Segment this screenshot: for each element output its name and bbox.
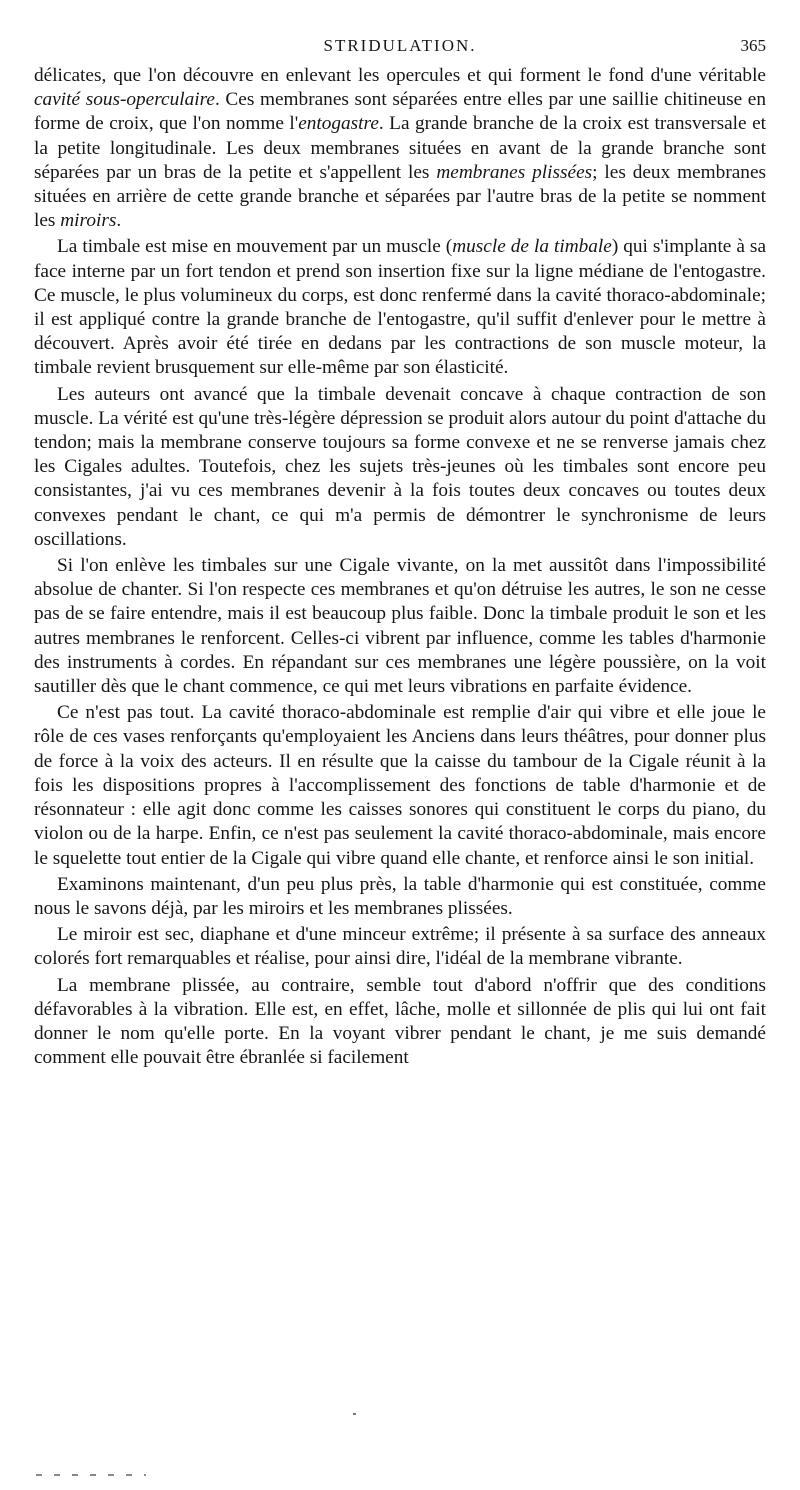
text-run: délicates, que l'on découvre en enlevant les opercules et qui forment le fond d'une véritable	[34, 65, 766, 86]
stray-mark	[353, 1413, 356, 1415]
italic-term: entogastre	[298, 113, 379, 135]
text-run: ; les deux membranes situées en arrière de cette grande branche et séparées par l'autre bras de la petite se nomment les	[34, 161, 766, 232]
page-number: 365	[740, 36, 766, 55]
paragraph	[34, 64, 766, 233]
text-run: ) qui s'implante à sa face interne par un fort tendon et prend son insertion fixe sur la ligne médiane de l'entogastre. Ce muscle, le plus volumineux du corps, est donc renfermé dans la cavité thoraco-abdominale; il est appliqué contre la grande branche de l'entogastre, qu'il suffit d'enlever pour le mettre à découvert. Après avoir été tirée en dedans par les contractions de son muscle moteur, la timbale revient brusquement sur elle-même par son élasticité.	[34, 236, 766, 379]
running-title: STRIDULATION.	[323, 36, 477, 55]
page-header	[34, 34, 766, 58]
text-run: Ce n'est pas tout. La cavité thoraco-abdominale est remplie d'air qui vibre et elle joue le rôle de ces vases renforçants qu'employaient les Anciens dans leurs théâtres, pour donner plus de force à la voix des acteurs. Il en résulte que la caisse du tambour de la Cigale réunit à la fois les dispositions propres à l'accomplissement des fonctions de table d'harmonie et de résonnateur : elle agit donc comme les caisses sonores qui constituent le corps du piano, du violon ou de la harpe. Enfin, ce n'est pas seulement la cavité thoraco-abdominale, mais encore le squelette tout entier de la Cigale qui vibre quand elle chante, et renforce ainsi le son initial.	[34, 702, 766, 869]
text-run: Les auteurs ont avancé que la timbale devenait concave à chaque contraction de son muscle. La vérité est qu'une très-légère dépression se produit alors autour du point d'attache du tendon; mais la membrane conserve toujours sa forme convexe et ne se renverse jamais chez les Cigales adultes. Toutefois, chez les sujets très-jeunes où les timbales sont encore peu consistantes, j'ai vu ces membranes devenir à la fois toutes deux concaves ou toutes deux convexes pendant le chant, ce qui m'a permis de démontrer le synchronisme de leurs oscillations.	[34, 383, 766, 550]
paragraph	[34, 554, 766, 699]
text-run: . La grande branche de la croix est transversale et la petite longitudinale. Les deux membranes situées en avant de la grande branche sont séparées par un bras de la petite et s'appellent les	[34, 113, 766, 183]
italic-term: miroirs	[60, 210, 117, 232]
italic-term: membranes plissées	[436, 161, 593, 183]
text-run: Le miroir est sec, diaphane et d'une minceur extrême; il présente à sa surface des anneaux colorés fort remarquables et réalise, pour ainsi dire, l'idéal de la membrane vibrante.	[34, 924, 766, 970]
text-run: . Ces membranes sont séparées entre elles par une saillie chitineuse en forme de croix, que l'on nomme l'	[34, 89, 766, 135]
paragraph	[34, 235, 766, 380]
paragraph	[34, 873, 766, 921]
italic-term: muscle de la timbale	[452, 236, 612, 258]
paragraph	[34, 923, 766, 971]
paragraph	[34, 974, 766, 1071]
italic-term: cavité sous-operculaire	[34, 89, 215, 111]
text-run: La membrane plissée, au contraire, semble tout d'abord n'offrir que des conditions défavorables à la vibration. Elle est, en effet, lâche, molle et sillonnée de plis qui lui ont fait donner le nom qu'elle porte. En la voyant vibrer pendant le chant, je me suis demandé comment elle pouvait être ébranlée si facilement	[34, 974, 766, 1069]
footer-marks	[36, 1474, 146, 1476]
text-run: Si l'on enlève les timbales sur une Cigale vivante, on la met aussitôt dans l'impossibilité absolue de chanter. Si l'on respecte ces membranes et qu'on détruise les autres, le son ne cesse pas de se faire entendre, mais il est beaucoup plus faible. Donc la timbale produit le son et les autres membranes le renforcent. Celles-ci vibrent par influence, comme les tables d'harmonie des instruments à cordes. En répandant sur ces membranes une légère poussière, on la voit sautiller dès que le chant commence, ce qui met leurs vibrations en parfaite évidence.	[34, 555, 766, 698]
text-run: La timbale est mise en mouvement par un muscle (	[57, 236, 453, 258]
text-run: Examinons maintenant, d'un peu plus près, la table d'harmonie qui est constituée, comme nous le savons déjà, par les miroirs et les membranes plissées.	[34, 873, 766, 919]
text-run: .	[116, 210, 122, 232]
paragraph	[34, 383, 766, 552]
paragraph	[34, 701, 766, 870]
body-text	[34, 64, 766, 1072]
